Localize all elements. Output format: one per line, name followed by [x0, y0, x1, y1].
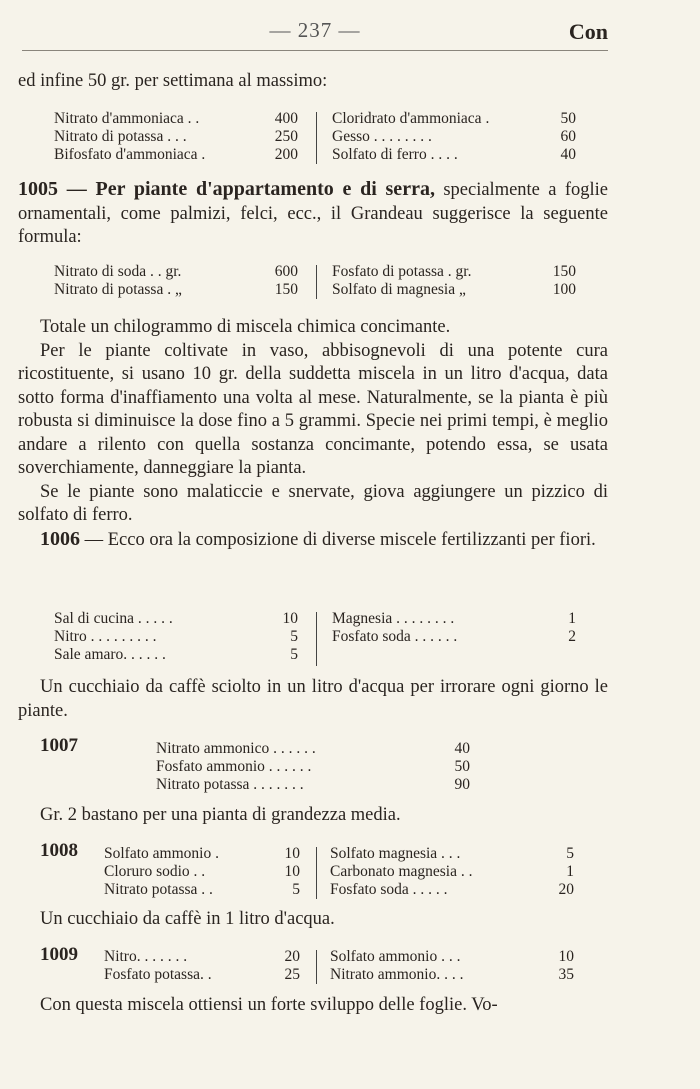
ingredient-name: Nitro . . . . . . . . . [54, 628, 157, 645]
ingredient-quantity: 50 [454, 758, 470, 775]
table-row [330, 966, 574, 984]
ingredient-name: Nitrato d'ammoniaca . . [54, 110, 200, 127]
page-header [22, 18, 608, 44]
ingredient-name: Nitrato potassa . . [104, 881, 213, 898]
paragraph-malaticce: Se le piante sono malaticcie e snervate, giova aggiungere un pizzico di solfato di ferro. [18, 481, 608, 525]
table-row [332, 610, 576, 628]
ingredient-name: Fosfato ammonio . . . . . . [156, 758, 312, 775]
ingredient-quantity: 5 [290, 628, 298, 645]
ingredient-quantity: 50 [560, 110, 576, 127]
ingredient-name: Fosfato soda . . . . . [330, 881, 448, 898]
ingredient-quantity: 2 [568, 628, 576, 645]
header-rule [22, 50, 608, 51]
section-number-1009: 1009 [40, 944, 78, 965]
table-row [104, 948, 300, 966]
table-fertilizer-2 [54, 263, 576, 301]
section-1005 [18, 178, 608, 250]
ingredient-quantity: 10 [284, 845, 300, 862]
table-row [332, 110, 576, 128]
intro-paragraph: ed infine 50 gr. per settimana al massimo: [18, 71, 328, 91]
section-number: 1005 [18, 178, 58, 200]
ingredient-name: Bifosfato d'ammoniaca . [54, 146, 206, 163]
table-right-column [332, 263, 576, 299]
table-left-column [54, 110, 298, 164]
table-row [156, 758, 470, 776]
running-head: Con [568, 19, 608, 44]
column-divider [316, 847, 317, 899]
paragraph-totale: Totale un chilogrammo di miscela chimica concimante. [40, 317, 451, 337]
ingredient-quantity: 5 [290, 646, 298, 663]
table-right-column [332, 610, 576, 646]
paragraph-cucchiaio-1: Un cucchiaio da caffè sciolto in un litro d'acqua per irrorare ogni giorno le piante. [18, 677, 608, 721]
table-row [332, 263, 576, 281]
ingredient-name: Solfato ammonio . . . [330, 948, 461, 965]
paragraph-gr2: Gr. 2 bastano per una pianta di grandezza media. [40, 805, 401, 825]
ingredient-name: Nitrato potassa . . . . . . . [156, 776, 304, 793]
ingredient-quantity: 25 [284, 966, 300, 983]
section-title: — Per piante d'appartamento e di serra, [58, 178, 435, 200]
ingredient-quantity: 5 [292, 881, 300, 898]
ingredient-quantity: 60 [560, 128, 576, 145]
ingredient-name: Gesso . . . . . . . . [332, 128, 432, 145]
table-row [54, 646, 298, 664]
column-divider [316, 112, 317, 164]
ingredient-name: Fosfato potassa. . [104, 966, 212, 983]
ingredient-quantity: 40 [454, 740, 470, 757]
ingredient-quantity: 1 [568, 610, 576, 627]
ingredient-name: Fosfato di potassa . gr. [332, 263, 472, 280]
ingredient-quantity: 35 [558, 966, 574, 983]
paragraph-cucchiaio-2: Un cucchiaio da caffè in 1 litro d'acqua. [40, 909, 335, 929]
column-divider [316, 265, 317, 299]
ingredient-name: Cloridrato d'ammoniaca . [332, 110, 490, 127]
paragraph-piante: Per le piante coltivate in vaso, abbisognevoli di una potente cura ricostituente, si usano 10 gr. della suddetta miscela in un litro d'acqua, data sotto forma d'inaffiamento una volta al mese. Naturalmente, se la pianta è più robusta si diminuisce la dose fino a 5 grammi. Specie nei primi tempi, è meglio andare a rilento con quella sostanza concimante, potendo essa, se usata soverchiamente, danneggiare la pianta. [18, 340, 608, 478]
ingredient-quantity: 150 [552, 263, 576, 280]
ingredient-name: Nitrato ammonio. . . . [330, 966, 464, 983]
table-row [330, 948, 574, 966]
ingredient-name: Fosfato soda . . . . . . [332, 628, 458, 645]
ingredient-name: Solfato magnesia . . . [330, 845, 461, 862]
table-row [54, 146, 298, 164]
ingredient-name: Nitrato di soda . . gr. [54, 263, 182, 280]
ingredient-quantity: 200 [274, 146, 298, 163]
column-divider [316, 950, 317, 984]
ingredient-name: Cloruro sodio . . [104, 863, 206, 880]
table-row [332, 128, 576, 146]
table-row [104, 845, 300, 863]
ingredient-name: Magnesia . . . . . . . . [332, 610, 455, 627]
ingredient-quantity: 400 [274, 110, 298, 127]
table-row [104, 966, 300, 984]
table-row [54, 610, 298, 628]
table-1008 [104, 845, 574, 901]
ingredient-quantity: 1 [566, 863, 574, 880]
ingredient-quantity: 600 [274, 263, 298, 280]
ingredient-quantity: 40 [560, 146, 576, 163]
table-right-column [332, 110, 576, 164]
table-1007 [156, 740, 470, 796]
ingredient-quantity: 10 [282, 610, 298, 627]
table-left-column [54, 263, 298, 299]
table-fertilizer-1 [54, 110, 576, 166]
page-number: — 237 — [269, 18, 361, 42]
table-right-column [330, 845, 574, 899]
table-right-column [330, 948, 574, 984]
ingredient-name: Nitro. . . . . . . [104, 948, 188, 965]
table-row [330, 863, 574, 881]
table-left-column [104, 845, 300, 899]
ingredient-quantity: 20 [558, 881, 574, 898]
ingredient-name: Nitrato ammonico . . . . . . [156, 740, 316, 757]
table-row [156, 776, 470, 794]
ingredient-name: Solfato ammonio . [104, 845, 219, 862]
paragraph-block [18, 316, 608, 552]
ingredient-name: Carbonato magnesia . . [330, 863, 473, 880]
table-row [156, 740, 470, 758]
paragraph-final: Con questa miscela ottiensi un forte sviluppo delle foglie. Vo- [40, 995, 498, 1015]
section-number-1007: 1007 [40, 735, 78, 756]
ingredient-name: Nitrato di potassa . . . [54, 128, 187, 145]
section-number: 1006 [40, 527, 80, 550]
ingredient-quantity: 90 [454, 776, 470, 793]
ingredient-name: Solfato di ferro . . . . [332, 146, 458, 163]
ingredient-quantity: 20 [284, 948, 300, 965]
table-row [104, 881, 300, 899]
table-row [54, 110, 298, 128]
ingredient-quantity: 250 [274, 128, 298, 145]
ingredient-name: Sal di cucina . . . . . [54, 610, 173, 627]
table-left-column [54, 610, 298, 664]
table-row [54, 281, 298, 299]
table-row [332, 628, 576, 646]
table-row [332, 281, 576, 299]
section-text: specialmente a foglie ornamentali, come palmizi, felci, ecc., il Grandeau suggerisce la seguente formula: [18, 180, 609, 247]
table-row [332, 146, 576, 164]
ingredient-quantity: 150 [274, 281, 298, 298]
table-row [54, 628, 298, 646]
ingredient-quantity: 10 [558, 948, 574, 965]
table-row [54, 263, 298, 281]
ingredient-name: Solfato di magnesia „ [332, 281, 466, 298]
ingredient-quantity: 100 [552, 281, 576, 298]
table-row [54, 128, 298, 146]
section-number-1008: 1008 [40, 840, 78, 861]
table-fertilizer-3 [54, 610, 576, 666]
table-left-column [104, 948, 300, 984]
table-1009 [104, 948, 574, 986]
column-divider [316, 612, 317, 666]
table-row [330, 845, 574, 863]
ingredient-quantity: 10 [284, 863, 300, 880]
ingredient-quantity: 5 [566, 845, 574, 862]
table-row [330, 881, 574, 899]
section-text: — Ecco ora la composizione di diverse miscele fertilizzanti per fiori. [80, 529, 596, 550]
ingredient-name: Nitrato di potassa . „ [54, 281, 182, 298]
ingredient-name: Sale amaro. . . . . . [54, 646, 166, 663]
table-row [104, 863, 300, 881]
